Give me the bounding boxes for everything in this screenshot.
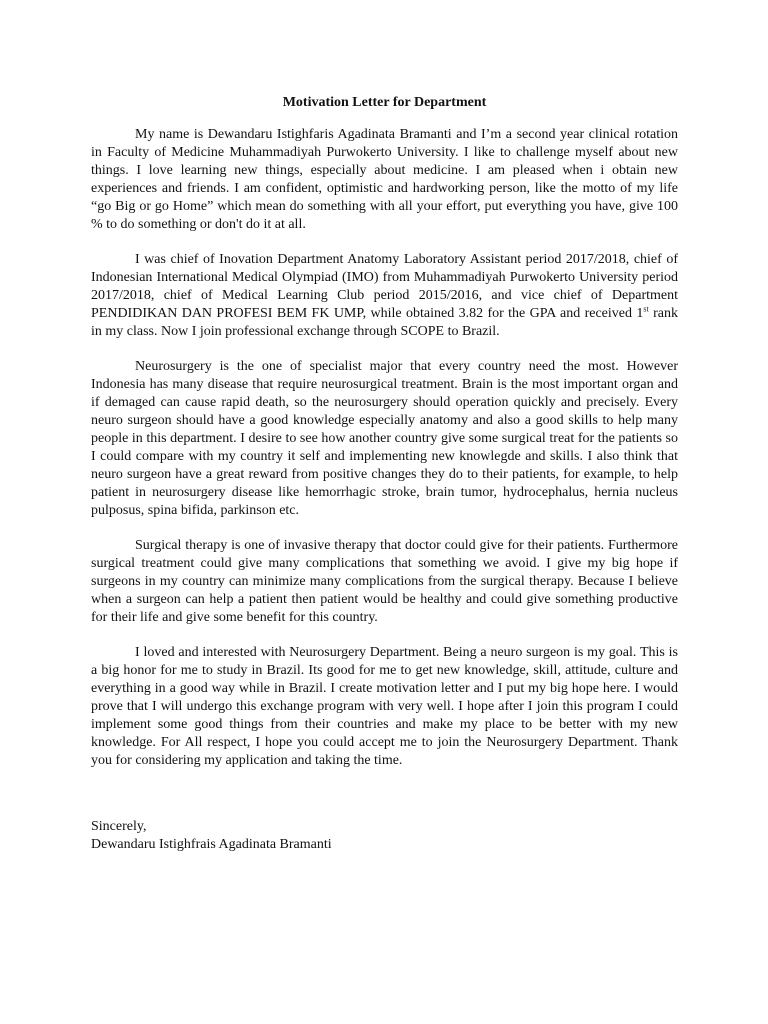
paragraph-achievements (91, 251, 678, 341)
paragraph-achievements-text: I was chief of Inovation Department Anatomy Laboratory Assistant period 2017/2018, chief of Indonesian International Medical Olympiad (IMO) from Muhammadiyah Purwokerto University period 2017/2018, chief of Medical Learning Club period 2015/2016, and vice chief of Department PENDIDIKAN DAN PROFESI BEM FK UMP, while obtained 3.82 for the GPA and received 1 (91, 252, 678, 321)
letter-body (91, 94, 678, 854)
paragraph-achievements-text-end: rank in my class. Now I join professional exchange through SCOPE to Brazil. (91, 306, 678, 339)
paragraph-conclusion: I loved and interested with Neurosurgery Department. Being a neuro surgeon is my goal. This is a big honor for me to study in Brazil. Its good for me to get new knowledge, skill, attitude, culture and everything in a good way while in Brazil. I create motivation letter and I put my big hope here. I would prove that I will undergo this exchange program with very well. I hope after I join this program I could implement some good things from their countries and make my place to be better with my new knowledge. For All respect, I hope you could accept me to join the Neurosurgery Department. Thank you for considering my application and taking the time. (91, 645, 678, 768)
paragraph-neurosurgery: Neurosurgery is the one of specialist major that every country need the most. However Indonesia has many disease that require neurosurgical treatment. Brain is the most important organ and if demaged can cause rapid death, so the neurosurgery should operation quickly and precisely. Every neuro surgeon should have a good knowledge especially anatomy and also a good skills to help many people in this department. I desire to see how another country give some surgical treat for the patients so I could compare with my country it self and implementing new knowlegde and skills. I also think that neuro surgeon have a great reward from positive changes they do to their patients, for example, to help patient in neurosurgery disease like hemorrhagic stroke, brain tumor, hydrocephalus, hernia nucleus pulposus, spina bifida, parkinson etc. (91, 359, 678, 518)
page-title: Motivation Letter for Department (282, 95, 487, 110)
paragraph-introduction: My name is Dewandaru Istighfaris Agadinata Bramanti and I’m a second year clinical rotation in Faculty of Medicine Muhammadiyah Purwokerto University. I like to challenge myself about new things. I love learning new things, especially about medicine. I am pleased when i obtain new experiences and friends. I am confident, optimistic and hardworking person, like the motto of my life “go Big or go Home” which mean do something with all your effort, put everything you have, give 100 % to do something or don't do it at all. (91, 127, 678, 232)
paragraph-surgical-therapy: Surgical therapy is one of invasive therapy that doctor could give for their patients. Furthermore surgical treatment could give many complications that something we avoid. I give my big hope if surgeons in my country can minimize many complications from the surgical therapy. Because I believe when a surgeon can help a patient then patient would be healthy and could give something productive for their life and give some benefit for this country. (91, 538, 678, 625)
ordinal-suffix: st (643, 304, 649, 314)
closing-salutation: Sincerely, (91, 819, 147, 834)
signature-name: Dewandaru Istighfrais Agadinata Bramanti (91, 837, 332, 852)
letter-closing (91, 818, 678, 854)
